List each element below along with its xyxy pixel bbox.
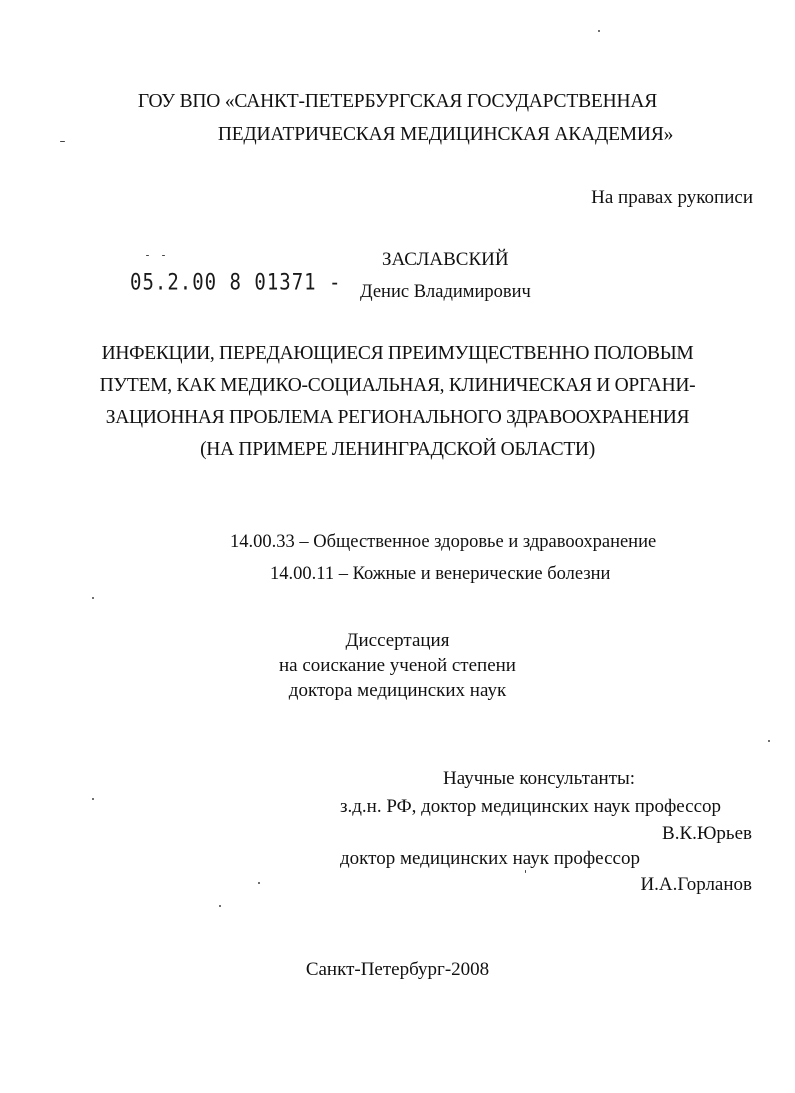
scan-speck [598,30,600,32]
author-surname: ЗАСЛАВСКИЙ [382,249,509,270]
author-name: Денис Владимирович [360,282,531,302]
specialty-1: 14.00.33 – Общественное здоровье и здравоохранение [230,532,657,552]
consultants-heading: Научные консультанты: [443,768,636,789]
dissertation-degree-line: на соискание ученой степени [279,655,516,676]
dissertation-label: Диссертация [345,630,450,651]
scan-speck [162,255,165,256]
consultant-1-title: з.д.н. РФ, доктор медицинских наук профессор [340,796,722,817]
institution-line-1: ГОУ ВПО «САНКТ-ПЕТЕРБУРГСКАЯ ГОСУДАРСТВЕННАЯ [137,91,658,112]
manuscript-note: На правах рукописи [591,187,753,208]
title-line-4: (НА ПРИМЕРЕ ЛЕНИНГРАДСКОЙ ОБЛАСТИ) [200,439,595,460]
scan-speck [219,905,221,907]
place-and-year: Санкт-Петербург-2008 [305,959,490,980]
scan-speck [92,597,94,599]
scan-speck [258,882,260,884]
consultant-1-name: В.К.Юрьев [662,823,752,844]
archive-stamp: 05.2.00 8 01371 - [130,270,342,296]
title-line-2: ПУТЕМ, КАК МЕДИКО-СОЦИАЛЬНАЯ, КЛИНИЧЕСКАЯ И ОРГАНИ- [99,375,696,396]
title-line-3: ЗАЦИОННАЯ ПРОБЛЕМА РЕГИОНАЛЬНОГО ЗДРАВООХРАНЕНИЯ [105,407,690,428]
dissertation-degree-type: доктора медицинских наук [288,680,507,701]
consultant-2-name: И.А.Горланов [640,874,752,895]
scan-speck [92,798,94,800]
institution-line-2: ПЕДИАТРИЧЕСКАЯ МЕДИЦИНСКАЯ АКАДЕМИЯ» [217,124,674,145]
specialty-2: 14.00.11 – Кожные и венерические болезни [270,564,611,584]
scan-speck [60,141,65,142]
scan-speck [768,740,770,742]
scan-speck [525,870,526,873]
title-line-1: ИНФЕКЦИИ, ПЕРЕДАЮЩИЕСЯ ПРЕИМУЩЕСТВЕННО ПОЛОВЫМ [101,343,694,364]
consultant-2-title: доктор медицинских наук профессор [340,848,640,869]
scan-speck [146,255,149,256]
